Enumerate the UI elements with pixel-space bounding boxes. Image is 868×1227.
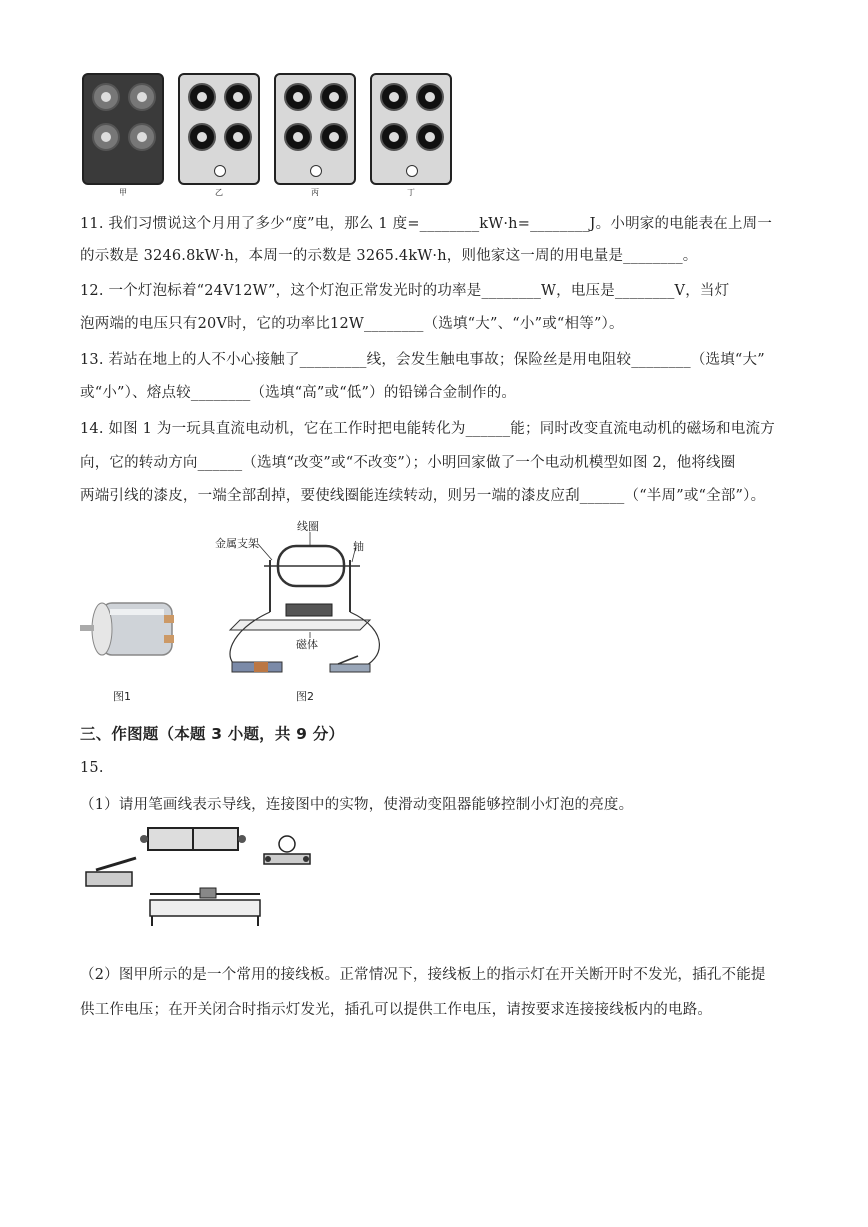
meter-label-ding: 丁 bbox=[407, 188, 415, 197]
q11-line1: 11. 我们习惯说这个月用了多少“度”电，那么 1 度=________kW·h=________J。小明家的电能表在上周一 bbox=[80, 216, 773, 232]
q15-part2-line1: （2）图甲所示的是一个常用的接线板。正常情况下，接线板上的指示灯在开关断开时不发光，插孔不能提 bbox=[80, 967, 766, 983]
fig2-label: 图2 bbox=[296, 690, 314, 703]
q15-part1: （1）请用笔画线表示导线，连接图中的实物，使滑动变阻器能够控制小灯泡的亮度。 bbox=[80, 797, 634, 813]
fig1-label: 图1 bbox=[113, 690, 131, 703]
meter-label-jia: 甲 bbox=[119, 188, 127, 197]
q13-line2: 或“小”）、熔点较________（选填“高”或“低”）的铅锑合金制作的。 bbox=[80, 385, 517, 401]
q13-line1: 13. 若站在地上的人不小心接触了_________线，会发生触电事故；保险丝是用电阻较________（选填“大” bbox=[80, 352, 765, 368]
q12-line1: 12. 一个灯泡标着“24V12W”，这个灯泡正常发光时的功率是________W，电压是________V，当灯 bbox=[80, 283, 730, 299]
meter-box-bing bbox=[274, 73, 356, 185]
motor-figure bbox=[80, 585, 190, 675]
q14-line3: 两端引线的漆皮，一端全部刮掉，要使线圈能连续转动，则另一端的漆皮应刮______（“半周”或“全部”）。 bbox=[80, 488, 766, 504]
meter-label-bing: 丙 bbox=[311, 188, 319, 197]
fig2-coil-label: 线圈 bbox=[297, 520, 319, 533]
fig2-bracket-label: 金属支架 bbox=[215, 537, 259, 550]
q11-line2: 的示数是 3246.8kW·h，本周一的示数是 3265.4kW·h，则他家这一周的用电量是________。 bbox=[80, 248, 698, 264]
meter-box-ding bbox=[370, 73, 452, 185]
q14-line2: 向，它的转动方向______（选填“改变”或“不改变”）；小明回家做了一个电动机模型如图 2，他将线圈 bbox=[80, 455, 736, 471]
section3-title: 三、作图题（本题 3 小题，共 9 分） bbox=[80, 725, 345, 743]
fig2-axle-label: 轴 bbox=[353, 540, 364, 553]
circuit-components-figure bbox=[82, 822, 332, 932]
q12-line2: 泡两端的电压只有20V时，它的功率比12W________（选填“大”、“小”或“相等”）。 bbox=[80, 316, 624, 332]
meter-box-yi bbox=[178, 73, 260, 185]
meter-box-jia bbox=[82, 73, 164, 185]
q15-number: 15. bbox=[80, 760, 104, 776]
q15-part2-line2: 供工作电压；在开关闭合时指示灯发光，插孔可以提供工作电压，请按要求连接接线板内的电路。 bbox=[80, 1002, 713, 1018]
fig2-magnet-label: 磁体 bbox=[296, 638, 318, 651]
meter-label-yi: 乙 bbox=[215, 188, 223, 197]
q14-line1: 14. 如图 1 为一玩具直流电动机，它在工作时把电能转化为______能；同时改变直流电动机的磁场和电流方 bbox=[80, 421, 775, 437]
